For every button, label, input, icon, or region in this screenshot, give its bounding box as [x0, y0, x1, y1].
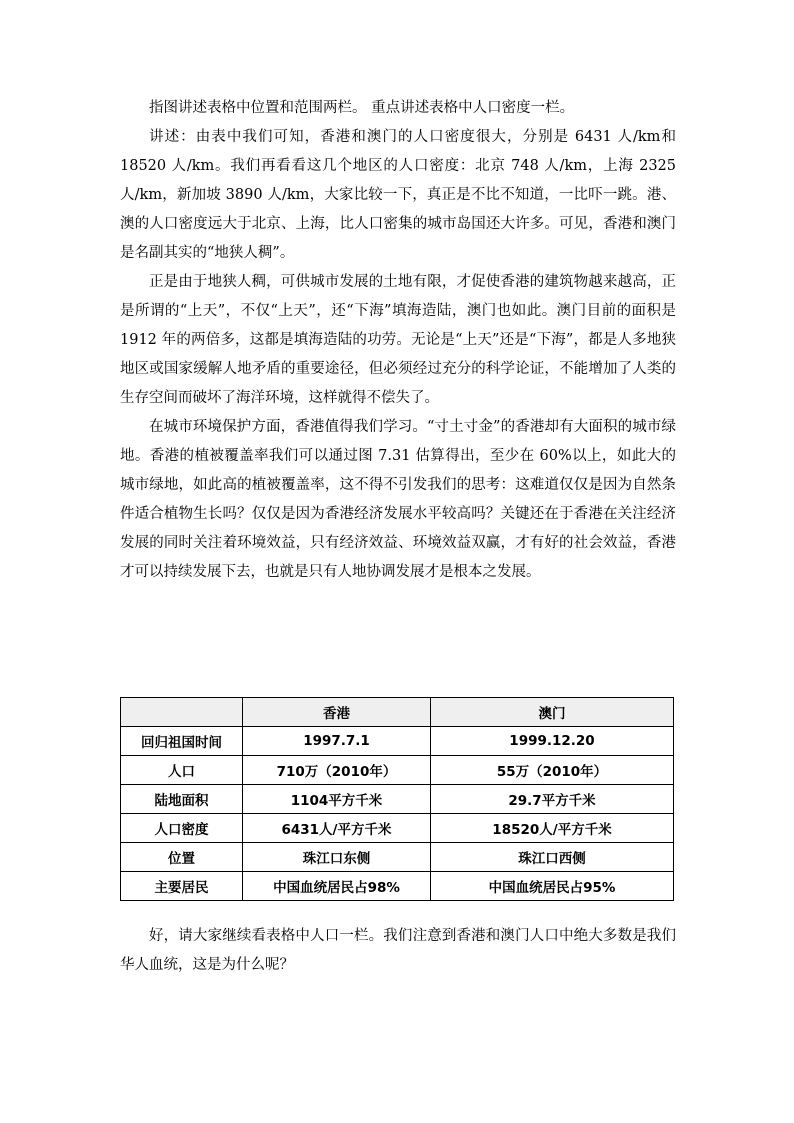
table-row — [121, 727, 674, 756]
table-row — [121, 814, 674, 843]
table-row — [121, 785, 674, 814]
row-label: 主要居民 — [121, 872, 243, 901]
paragraph-environment: 在城市环境保护方面，香港值得我们学习。“寸土寸金”的香港却有大面积的城市绿地。香港的植被覆盖率我们可以通过图 7.31 估算得出，至少在 60%以上，如此大的城市绿地，如此高的植被覆盖率，这不得不引发我们的思考：这难道仅仅是因为自然条件适合植物生长吗？仅仅是因为香港经济发展水平较高吗？关键还在于香港在关注经济发展的同时关注着环境效益，只有经济效益、环境效益双赢，才有好的社会效益，香港才可以持续发展下去，也就是只有人地协调发展才是根本之发展。 — [120, 419, 676, 580]
macau-value: 中国血统居民占95% — [431, 872, 674, 901]
paragraph-density: 讲述：由表中我们可知，香港和澳门的人口密度很大，分别是 6431 人/km和 18520 人/km。我们再看看这几个地区的人口密度：北京 748 人/km，上海 2325人/km，新加坡 3890 人/km，大家比较一下，真正是不比不知道，一比吓一跳。港、澳的人口密度远大于北京、上海，比人口密集的城市岛国还大许多。可见，香港和澳门是名副其实的“地狭人稠”。 — [120, 129, 676, 261]
table-header-hongkong: 香港 — [243, 698, 431, 727]
hongkong-value: 1997.7.1 — [243, 727, 431, 756]
hongkong-value: 6431人/平方千米 — [243, 814, 431, 843]
comparison-table-wrapper — [120, 697, 673, 901]
macau-value: 珠江口西侧 — [431, 843, 674, 872]
paragraph-closing: 好，请大家继续看表格中人口一栏。我们注意到香港和澳门人口中绝大多数是我们华人血统，这是为什么呢？ — [120, 928, 676, 973]
hongkong-value: 珠江口东侧 — [243, 843, 431, 872]
hongkong-value: 1104平方千米 — [243, 785, 431, 814]
macau-value: 18520人/平方千米 — [431, 814, 674, 843]
table-header-blank — [121, 698, 243, 727]
hongkong-value: 710万（2010年） — [243, 756, 431, 785]
macau-value: 29.7平方千米 — [431, 785, 674, 814]
macau-value: 55万（2010年） — [431, 756, 674, 785]
table-row — [121, 843, 674, 872]
hongkong-value: 中国血统居民占98% — [243, 872, 431, 901]
row-label: 人口 — [121, 756, 243, 785]
row-label: 陆地面积 — [121, 785, 243, 814]
row-label: 人口密度 — [121, 814, 243, 843]
closing-text — [120, 922, 676, 980]
row-label: 位置 — [121, 843, 243, 872]
table-header-row — [121, 698, 674, 727]
table-header-macau: 澳门 — [431, 698, 674, 727]
macau-value: 1999.12.20 — [431, 727, 674, 756]
paragraph-land-reclamation: 正是由于地狭人稠，可供城市发展的土地有限，才促使香港的建筑物越来越高，正是所谓的“上天”，不仅“上天”，还“下海”填海造陆，澳门也如此。澳门目前的面积是 1912 年的两倍多，这都是填海造陆的功劳。无论是“上天”还是“下海”，都是人多地狭地区或国家缓解人地矛盾的重要途径，但必须经过充分的科学论证，不能增加了人类的生存空间而破坏了海洋环境，这样就得不偿失了。 — [120, 274, 676, 406]
hk-macau-comparison-table — [120, 697, 674, 901]
table-row — [121, 872, 674, 901]
body-text — [120, 94, 676, 587]
row-label: 回归祖国时间 — [121, 727, 243, 756]
paragraph-instruction: 指图讲述表格中位置和范围两栏。 重点讲述表格中人口密度一栏。 — [149, 100, 575, 116]
table-row — [121, 756, 674, 785]
